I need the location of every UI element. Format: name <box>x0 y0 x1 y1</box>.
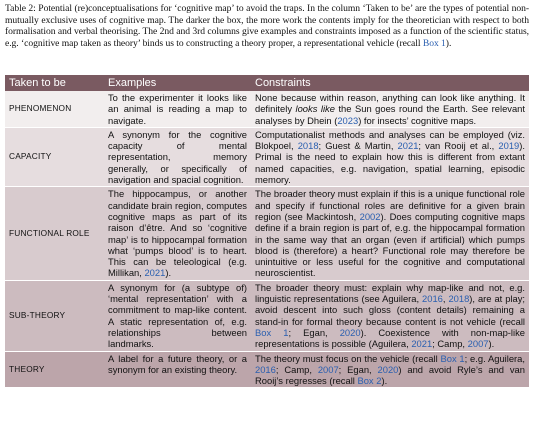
text-run: The theory must focus on the vehicle (recall <box>255 352 441 364</box>
taken-to-be-cell: SUB-THEORY <box>5 280 104 351</box>
text-run: ). <box>445 37 452 49</box>
constraints-cell <box>251 127 529 186</box>
text-run: ). Coexistence with non-map-like representations is possible (Aguilera, <box>255 326 525 350</box>
text-run: , <box>442 293 449 305</box>
text-run: The broader theory must: explain why map-like and not, e.g. linguistic representations (see Aguilera, <box>255 281 525 305</box>
text-run: The broader theory must explain if this is a unique functional role and specify if functional roles are definitive for a given brain region (see Mackintosh, <box>255 188 525 222</box>
text-run: ) and avoid Ryle’s and van Rooij’s regresses (recall <box>255 363 525 387</box>
text-run: ). Primal is the need to explain how this is different from extant named capacities, e.g. navigation, spatial learning, episodic memory. <box>255 140 525 186</box>
taken-to-be-cell: CAPACITY <box>5 127 104 186</box>
text-run: ). Does computing cognitive maps define if a brain region is part of, e.g. the hippocampal formation in the same way that an organ (even if artificial) which pumps blood is (therefore) a heart? Functional role may therefore be unintuitive or less useful for the cognitive and computational neuroscientist. <box>255 210 525 279</box>
examples-cell <box>104 91 251 127</box>
constraints-cell <box>251 187 529 280</box>
examples-cell <box>104 127 251 186</box>
constraints-cell <box>251 280 529 351</box>
table-row <box>5 351 529 388</box>
conceptualisations-table <box>5 75 529 388</box>
text-run: ; Camp, <box>275 363 318 375</box>
citation-link[interactable]: 2019 <box>498 140 520 152</box>
header-examples: Examples <box>104 75 251 91</box>
text-run: ; Egan, <box>288 326 340 338</box>
text-run: ). <box>165 267 172 279</box>
citation-link[interactable]: 2007 <box>467 338 489 350</box>
taken-to-be-cell: THEORY <box>5 351 104 388</box>
citation-link[interactable]: 2002 <box>359 210 381 222</box>
table-row <box>5 187 529 280</box>
citation-link[interactable]: 2016 <box>255 363 276 375</box>
citation-link[interactable]: 2021 <box>144 267 166 279</box>
text-run: ; Camp, <box>432 338 468 350</box>
taken-to-be-cell: FUNCTIONAL ROLE <box>5 187 104 280</box>
citation-link[interactable]: Box 1 <box>255 326 289 338</box>
constraints-cell <box>251 351 529 388</box>
constraints-cell <box>251 91 529 127</box>
text-run: ; e.g. Aguilera, <box>464 352 525 364</box>
text-run: A synonym for the cognitive capacity of mental representation, memory generally, or specifically of navigation and spacial cognition. <box>108 128 247 186</box>
text-run: A synonym for (a subtype of) ‘mental representation’ with a commitment to map-like content. A static representation of, e.g. relationships between landmarks. <box>108 281 247 350</box>
table-header-row <box>5 75 529 91</box>
taken-to-be-cell: PHENOMENON <box>5 91 104 127</box>
citation-link[interactable]: 2020 <box>339 326 361 338</box>
text-run: ). <box>488 338 495 350</box>
examples-cell <box>104 280 251 351</box>
citation-link[interactable]: 2018 <box>297 140 319 152</box>
text-run: None because within reason, anything can look like anything. It definitely <box>255 92 525 115</box>
text-run: ) for insects’ cognitive maps. <box>358 114 477 126</box>
citation-link[interactable]: 2020 <box>377 363 399 375</box>
table-row <box>5 280 529 351</box>
text-run: ; Guest & Martin, <box>318 140 398 152</box>
examples-cell <box>104 187 251 280</box>
citation-link[interactable]: Box 1 <box>422 37 446 49</box>
text-run: The hippocampus, or another candidate brain region, computes cognitive maps as part of its raison d’être. And so ‘cognitive map’ is to hippocampal formation what ‘pumps blood’ is to heart. This can be teleological (e.g. Millikan, <box>108 188 247 279</box>
citation-link[interactable]: 2007 <box>317 363 339 375</box>
text-run: A label for a future theory, or a synonym for an existing theory. <box>108 352 247 375</box>
citation-link[interactable]: Box 2 <box>357 375 382 387</box>
text-run: ). <box>381 375 388 387</box>
text-run: ), are at play; avoid descent into such gloss (content details) remaining a stand-in for formal theory because content is not vehicle (recall <box>255 293 525 327</box>
emphasis-text: looks like <box>295 103 335 115</box>
citation-link[interactable]: 2016 <box>422 293 443 305</box>
text-run: ; van Rooij et al., <box>418 140 499 152</box>
table-row <box>5 127 529 186</box>
text-run: Table 2: Potential (re)conceptualisations for ‘cognitive map’ to avoid the traps. In the column ‘Taken to be’ are the types of potential non-mutually exclusive uses of cognitive map. The darker the box, the more work the contents imply for the theoretician with respect to both formalisation and verbal theorising. The 2nd and 3rd columns give examples and constraints imposed as a function of the scientific status, e.g. ‘cognitive map taken as theory’ binds us to constructing a theory proper, a representational vehicle (recall <box>5 3 529 49</box>
citation-link[interactable]: Box 1 <box>440 352 465 364</box>
header-constraints: Constraints <box>251 75 529 91</box>
table-caption <box>5 3 529 49</box>
citation-link[interactable]: 2021 <box>411 338 433 350</box>
text-run: To the experimenter it looks like an animal is reading a map to navigate. <box>108 92 247 126</box>
examples-cell <box>104 351 251 388</box>
text-run: ; Egan, <box>338 363 378 375</box>
citation-link[interactable]: 2018 <box>448 293 470 305</box>
text-run: Computationalist methods and analyses can be employed (viz. Blokpoel, <box>255 128 525 152</box>
citation-link[interactable]: 2021 <box>397 140 419 152</box>
citation-link[interactable]: 2023 <box>337 114 359 126</box>
table-row <box>5 91 529 127</box>
header-taken-to-be: Taken to be <box>5 75 104 91</box>
text-run: the Sun goes round the Earth. See relevant analyses by Dhein ( <box>255 103 526 126</box>
